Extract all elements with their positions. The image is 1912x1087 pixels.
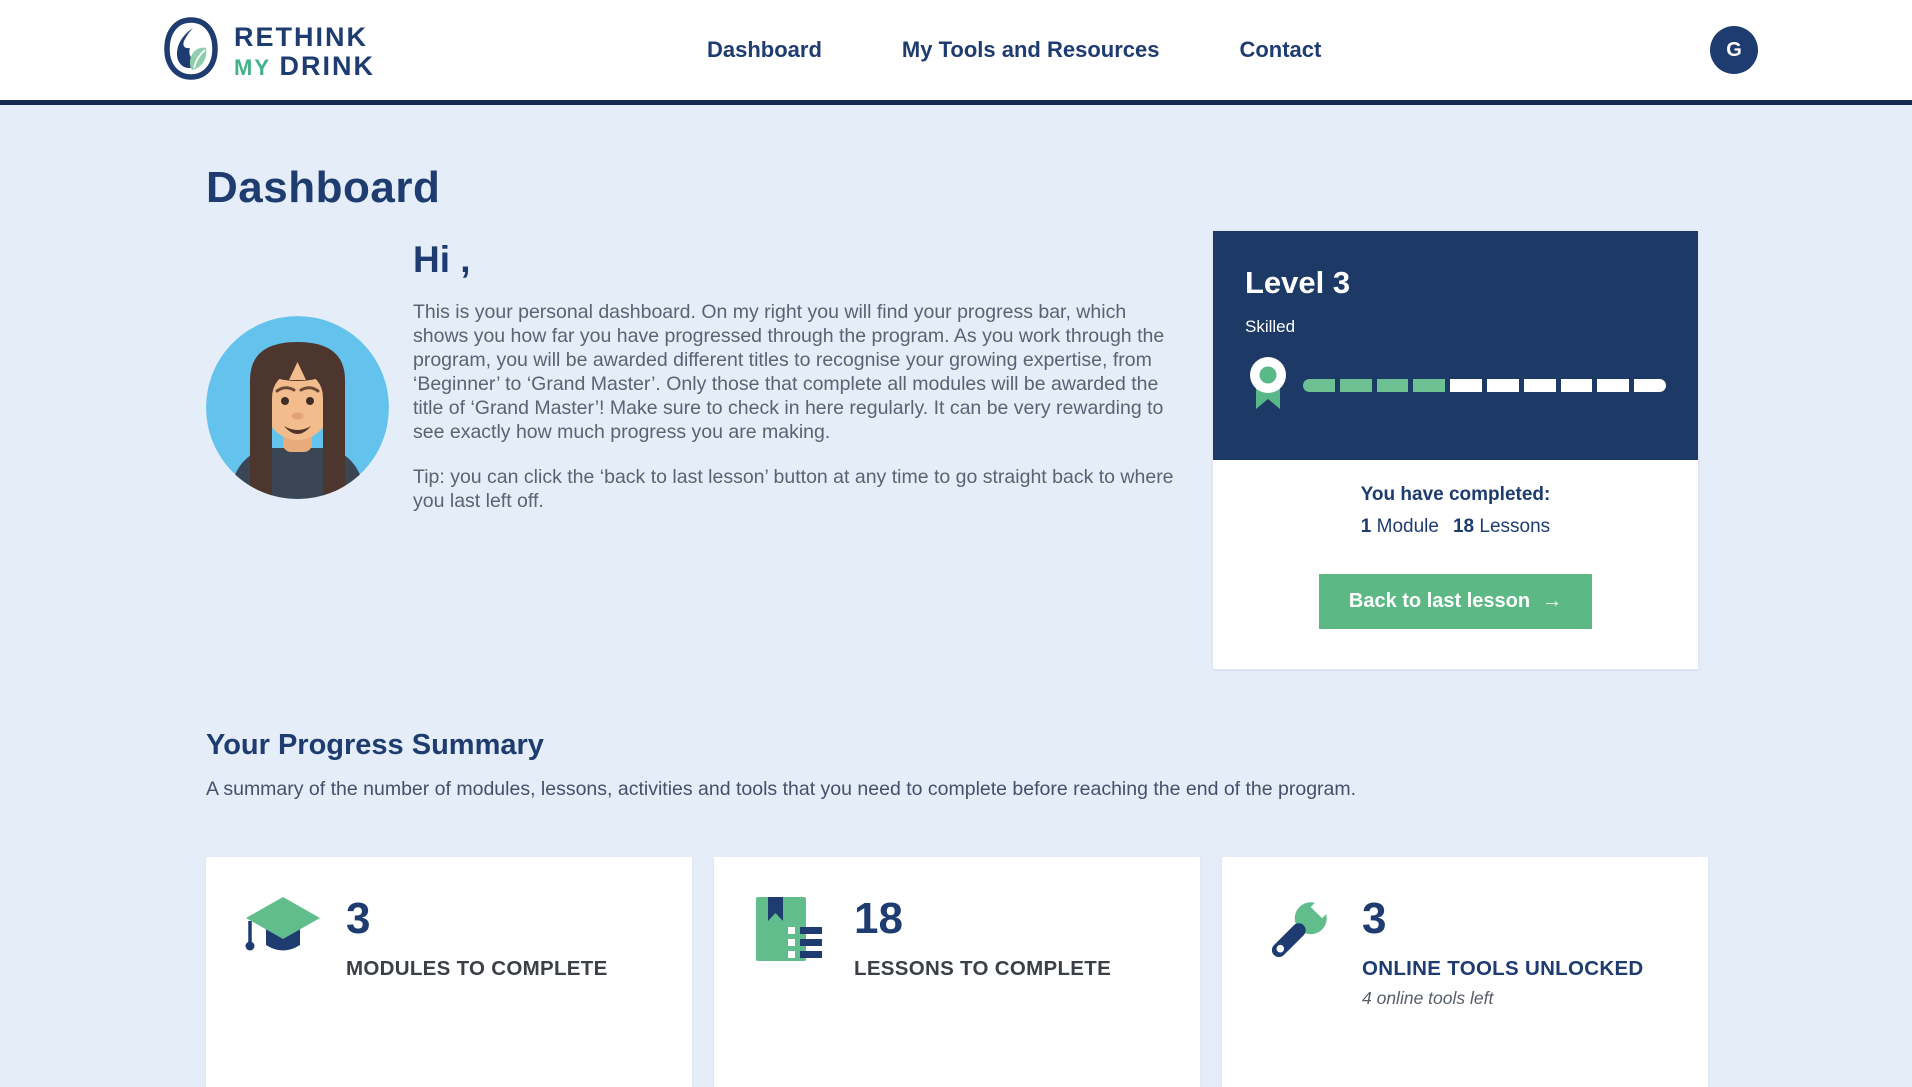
- online-tools-label: ONLINE TOOLS UNLOCKED: [1362, 957, 1644, 980]
- progress-segment: [1450, 379, 1482, 392]
- progress-segment: [1634, 379, 1666, 392]
- intro-paragraph-2: Tip: you can click the ‘back to last lesson’ button at any time to go straight back to where you last left off.: [413, 466, 1174, 512]
- progress-summary-heading: Your Progress Summary: [206, 729, 544, 761]
- progress-segment: [1377, 379, 1409, 392]
- level-card-header: [1213, 231, 1698, 460]
- logo-word-rethink: RETHINK: [234, 21, 368, 52]
- online-tools-note: 4 online tools left: [1362, 988, 1494, 1008]
- progress-segment: [1597, 379, 1629, 392]
- nav-item-dashboard[interactable]: Dashboard: [707, 37, 822, 62]
- lessons-count: 18: [854, 894, 903, 943]
- progress-segment: [1413, 379, 1445, 392]
- intro-section: [206, 231, 1708, 669]
- greeting-heading: Hi ,: [413, 239, 471, 280]
- arrow-right-icon: →: [1542, 590, 1563, 612]
- top-navbar: [0, 0, 1912, 105]
- lessons-label: LESSONS TO COMPLETE: [854, 957, 1112, 980]
- progress-segment: [1524, 379, 1556, 392]
- progress-segment: [1487, 379, 1519, 392]
- main-content: [0, 105, 1912, 1087]
- progress-bar: [1303, 379, 1666, 392]
- modules-completed-stat: 1 Module: [1360, 516, 1439, 537]
- user-illustration-avatar: [206, 316, 389, 669]
- progress-segment: [1340, 379, 1372, 392]
- completed-heading: You have completed:: [1360, 484, 1551, 505]
- page-title: Dashboard: [206, 163, 441, 212]
- nav-item-my-tools-and-resources[interactable]: My Tools and Resources: [901, 37, 1160, 62]
- logo-wordmark: [234, 21, 376, 81]
- modules-count: 3: [346, 894, 371, 943]
- progress-segment: [1561, 379, 1593, 392]
- progress-segment: [1303, 379, 1335, 392]
- modules-summary-card: [206, 857, 692, 1087]
- online-tools-count: 3: [1362, 894, 1387, 943]
- summary-cards-row: [206, 857, 1708, 1087]
- intro-text-block: [413, 239, 1181, 669]
- online-tools-summary-card: [1222, 857, 1708, 1087]
- rank-title: Skilled: [1245, 317, 1296, 336]
- back-to-last-lesson-button[interactable]: [1319, 574, 1592, 629]
- lessons-book-icon: [748, 893, 832, 1087]
- user-avatar-badge[interactable]: G: [1710, 26, 1758, 74]
- modules-label: MODULES TO COMPLETE: [346, 957, 608, 980]
- lessons-summary-card: [714, 857, 1200, 1087]
- logo[interactable]: [160, 16, 375, 87]
- progress-summary-description: A summary of the number of modules, lessons, activities and tools that you need to complete before reaching the end of the program.: [206, 778, 1357, 800]
- intro-paragraph-1: This is your personal dashboard. On my right you will find your progress bar, which shows you how far you have progressed through the program. As you work through the program, you will be awarded different titles to recognise your growing expertise, from ‘Beginner’ to ‘Grand Master’. Only those that complete all modules will be awarded the title of ‘Grand Master’! Make sure to check in here regularly. It can be very rewarding to see exactly how much progress you are making.: [413, 301, 1165, 443]
- level-progress-card: [1213, 231, 1698, 669]
- nav-item-contact[interactable]: Contact: [1239, 37, 1322, 62]
- lessons-completed-stat: 18 Lessons: [1452, 516, 1551, 537]
- logo-word-my: MY: [234, 54, 271, 80]
- back-to-last-lesson-label: Back to last lesson: [1348, 590, 1531, 612]
- graduation-cap-icon: [240, 893, 324, 1087]
- level-heading: Level 3: [1245, 265, 1351, 300]
- main-nav: [707, 0, 1321, 100]
- completed-stats: [1243, 516, 1668, 538]
- level-card-footer: [1213, 460, 1698, 669]
- medal-ribbon-icon: [1245, 353, 1291, 418]
- glass-leaf-logo-icon: [160, 16, 222, 87]
- logo-word-drink: DRINK: [279, 50, 376, 81]
- wrench-icon: [1256, 893, 1340, 1087]
